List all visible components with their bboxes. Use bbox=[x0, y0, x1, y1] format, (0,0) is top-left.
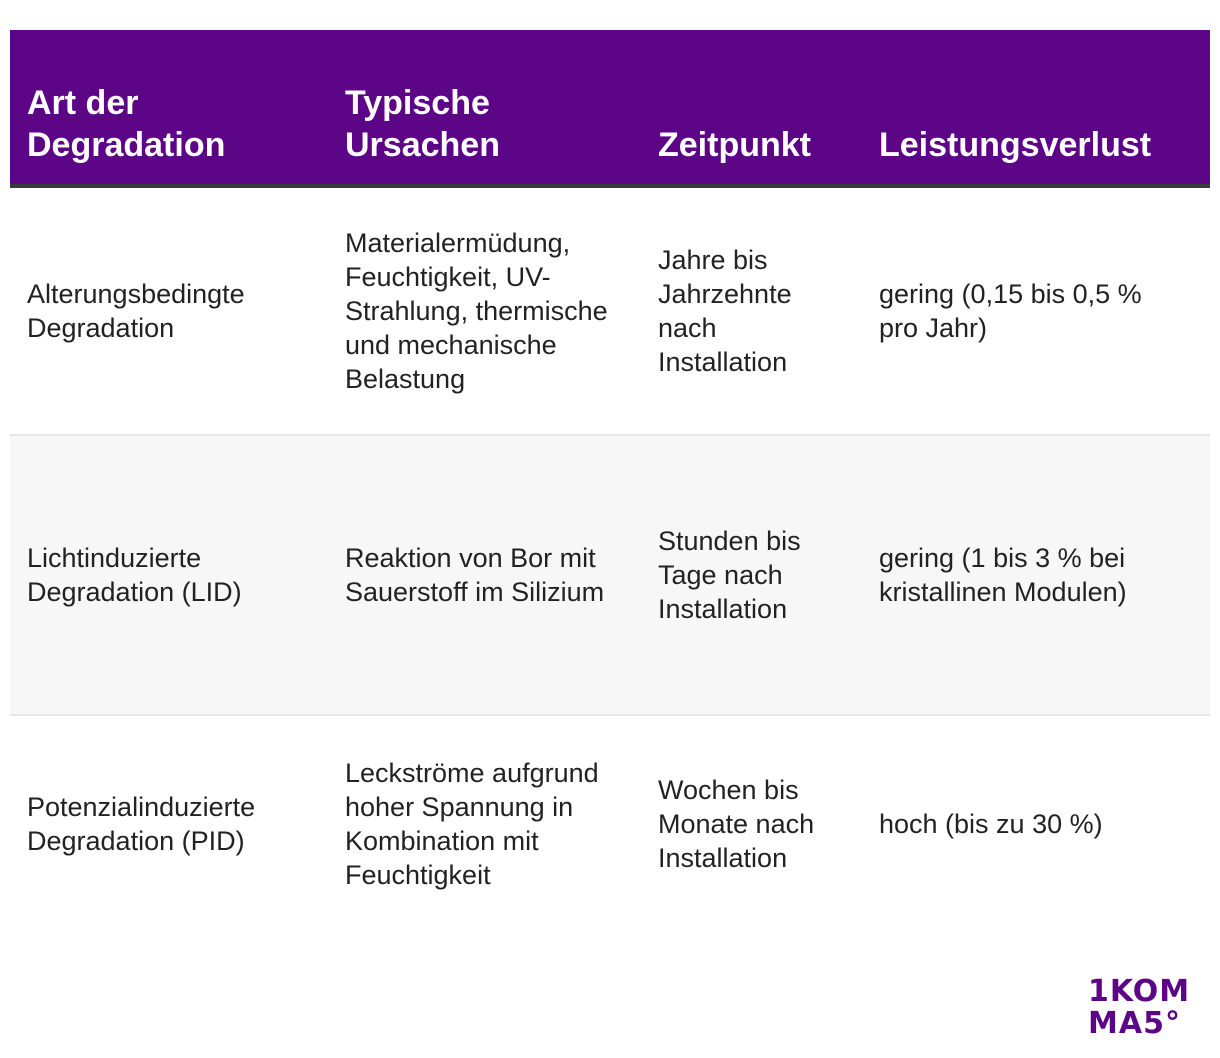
header-leistungsverlust: Leistungsverlust bbox=[879, 126, 1152, 164]
cell-leistungsverlust: gering (1 bis 3 % bei kristallinen Modulen) bbox=[879, 543, 1127, 607]
header-zeitpunkt: Zeitpunkt bbox=[658, 126, 811, 164]
cell-art: Lichtinduzierte Degradation (LID) bbox=[27, 543, 242, 607]
cell-leistungsverlust: gering (0,15 bis 0,5 % pro Jahr) bbox=[879, 279, 1142, 343]
cell-zeitpunkt: Stunden bis Tage nach Installation bbox=[658, 526, 801, 624]
cell-ursachen: Materialermüdung, Feuchtigkeit, UV-Strahlung, thermische und mechanische Belastung bbox=[345, 228, 608, 394]
degradation-table bbox=[10, 30, 1210, 932]
cell-ursachen: Reaktion von Bor mit Sauerstoff im Silizium bbox=[345, 543, 605, 607]
table-row bbox=[10, 716, 1210, 932]
header-ursachen: Typische Ursachen bbox=[345, 84, 500, 164]
header-art: Art der Degradation bbox=[27, 84, 226, 164]
cell-zeitpunkt: Jahre bis Jahrzehnte nach Installation bbox=[658, 245, 792, 377]
cell-ursachen: Leckströme aufgrund hoher Spannung in Kombination mit Feuchtigkeit bbox=[345, 758, 599, 890]
table-row bbox=[10, 188, 1210, 436]
cell-zeitpunkt: Wochen bis Monate nach Installation bbox=[658, 775, 815, 873]
cell-art: Potenzialinduzierte Degradation (PID) bbox=[27, 792, 256, 856]
brand-logo bbox=[1088, 976, 1190, 1040]
cell-leistungsverlust: hoch (bis zu 30 %) bbox=[879, 809, 1103, 839]
logo-line-2: MA5° bbox=[1088, 1006, 1181, 1041]
table-header bbox=[10, 30, 1210, 188]
table-row bbox=[10, 436, 1210, 716]
cell-art: Alterungsbedingte Degradation bbox=[27, 279, 245, 343]
logo-line-1: 1KOM bbox=[1088, 974, 1191, 1009]
